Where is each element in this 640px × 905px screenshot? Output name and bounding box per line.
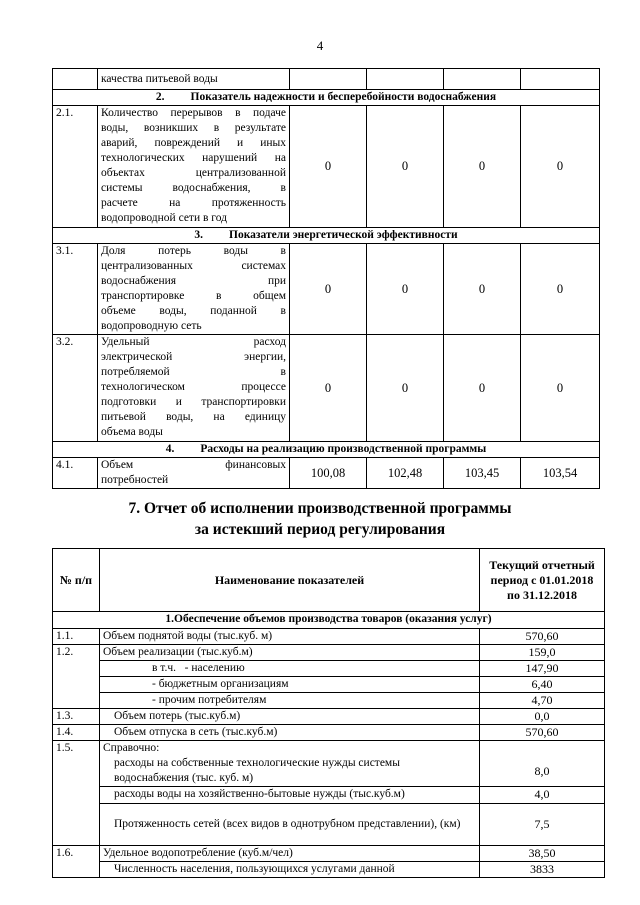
- row-index: 4.1.: [53, 458, 98, 489]
- row-index: 1.4.: [53, 725, 100, 741]
- row-index: 1.5.: [53, 741, 100, 846]
- row-description: Доля потерь воды в централизованных системах водоснабжения при транспортировке в общем объеме воды, поданной в водопроводную сеть: [98, 244, 290, 335]
- value-cell: 0: [290, 244, 367, 335]
- row-value: 0,0: [480, 709, 605, 725]
- table-row: [53, 709, 605, 725]
- value-cell: 0: [521, 335, 600, 442]
- row-name: Численность населения, пользующихся услугами данной: [100, 862, 480, 878]
- row-value: 570,60: [480, 725, 605, 741]
- reference-label: Справочно:: [103, 742, 160, 754]
- table-row: [53, 862, 605, 878]
- section-number: 2.: [155, 91, 165, 103]
- row-index: 3.1.: [53, 244, 98, 335]
- row-description: Количество перерывов в подаче воды, возникших в результате аварий, повреждений и иных технологических нарушений на объектах централизованной системы водоснабжения, в расчете на протяженность водопроводной сети в год: [98, 106, 290, 228]
- section-7-heading: [0, 498, 640, 540]
- row-name: Объем поднятой воды (тыс.куб. м): [100, 629, 480, 645]
- section-3-heading: [53, 228, 600, 244]
- table-row: [53, 693, 605, 709]
- section-number: 3.: [194, 229, 204, 241]
- sub-row: [100, 786, 479, 803]
- sub-row-name: Протяженность сетей (всех видов в однотрубном представлении), (км): [114, 817, 461, 830]
- sub-row: [100, 756, 479, 786]
- row-description: Удельный расход электрической энергии, потребляемой в технологическом процессе подготовки и транспортировки питьевой воды, на единицу объема воды: [98, 335, 290, 442]
- row-index: 2.1.: [53, 106, 98, 228]
- row-value: 3833: [480, 862, 605, 878]
- row-value: 8,0: [534, 763, 550, 778]
- row-value: 4,70: [480, 693, 605, 709]
- value-cell: 102,48: [367, 458, 444, 489]
- row-name: в т.ч. - населению: [100, 661, 480, 677]
- section-number: 4.: [165, 443, 175, 455]
- row-name: [100, 741, 480, 846]
- section-2-heading: [53, 90, 600, 106]
- row-index: 3.2.: [53, 335, 98, 442]
- table-row: [53, 244, 600, 335]
- row-name: Удельное водопотребление (куб.м/чел): [100, 846, 480, 862]
- table-row: [53, 741, 605, 846]
- row-value: 7,5: [480, 803, 604, 844]
- row-name: Объем отпуска в сеть (тыс.куб.м): [100, 725, 480, 741]
- table-row: [53, 645, 605, 661]
- table-row: [53, 458, 600, 489]
- header-period: Текущий отчетный период с 01.01.2018 по 31.12.2018: [480, 549, 605, 612]
- heading-line: за истекший период регулирования: [194, 521, 446, 538]
- page-number: 4: [316, 38, 324, 53]
- row-name: - прочим потребителям: [100, 693, 480, 709]
- sub-row: [100, 803, 479, 844]
- continuation-text: качества питьевой воды: [98, 69, 290, 90]
- section-1-heading: 1.Обеспечение объемов производства товаров (оказания услуг): [53, 612, 605, 629]
- row-name: Объем потерь (тыс.куб.м): [100, 709, 480, 725]
- value-cell: 0: [367, 335, 444, 442]
- row-name: - бюджетным организациям: [100, 677, 480, 693]
- row-value: 570,60: [480, 629, 605, 645]
- section-row: [53, 90, 600, 106]
- table-row: [53, 106, 600, 228]
- value-cell: 0: [444, 335, 521, 442]
- program-report-table: [52, 548, 605, 878]
- header-index: № п/п: [53, 549, 100, 612]
- section-title: Показатель надежности и бесперебойности водоснабжения: [190, 91, 497, 103]
- row-value: 6,40: [480, 677, 605, 693]
- value-cell: 0: [290, 106, 367, 228]
- section-4-heading: [53, 442, 600, 458]
- row-values: [480, 741, 605, 846]
- table-row: [53, 846, 605, 862]
- value-cell: 103,45: [444, 458, 521, 489]
- value-cell: 0: [444, 244, 521, 335]
- value-cell: 0: [521, 244, 600, 335]
- value-cell: 0: [444, 106, 521, 228]
- heading-line: 7. Отчет об исполнении производственной программы: [128, 500, 512, 517]
- table-row: [53, 725, 605, 741]
- value-cell: 0: [367, 244, 444, 335]
- row-index: 1.6.: [53, 846, 100, 878]
- section-row: [53, 442, 600, 458]
- value-cell: 103,54: [521, 458, 600, 489]
- row-value: 147,90: [480, 661, 605, 677]
- value-cell: 100,08: [290, 458, 367, 489]
- table-row: [53, 69, 600, 90]
- header-name: Наименование показателей: [100, 549, 480, 612]
- table-row: [53, 335, 600, 442]
- table-row: [53, 661, 605, 677]
- section-row: [53, 612, 605, 629]
- row-value: 159,0: [480, 645, 605, 661]
- value-cell: 0: [290, 335, 367, 442]
- sub-row-name: расходы на собственные технологические нужды системы водоснабжения (тыс. куб. м): [114, 757, 400, 784]
- row-index: 1.1.: [53, 629, 100, 645]
- section-row: [53, 228, 600, 244]
- section-title: Показатели энергетической эффективности: [229, 229, 458, 241]
- value-cell: 0: [367, 106, 444, 228]
- table-row: [53, 677, 605, 693]
- row-value: 4,0: [480, 786, 604, 803]
- row-index: 1.2.: [53, 645, 100, 709]
- table-row: [53, 629, 605, 645]
- row-value: 38,50: [480, 846, 605, 862]
- value-cell: 0: [521, 106, 600, 228]
- sub-row-name: расходы воды на хозяйственно-бытовые нужды (тыс.куб.м): [114, 788, 405, 800]
- row-description: Объем финансовых потребностей: [98, 458, 290, 489]
- section-title: Расходы на реализацию производственной программы: [200, 443, 487, 455]
- indicators-table: [52, 68, 600, 489]
- row-name: Объем реализации (тыс.куб.м): [100, 645, 480, 661]
- table-header-row: [53, 549, 605, 612]
- row-index: 1.3.: [53, 709, 100, 725]
